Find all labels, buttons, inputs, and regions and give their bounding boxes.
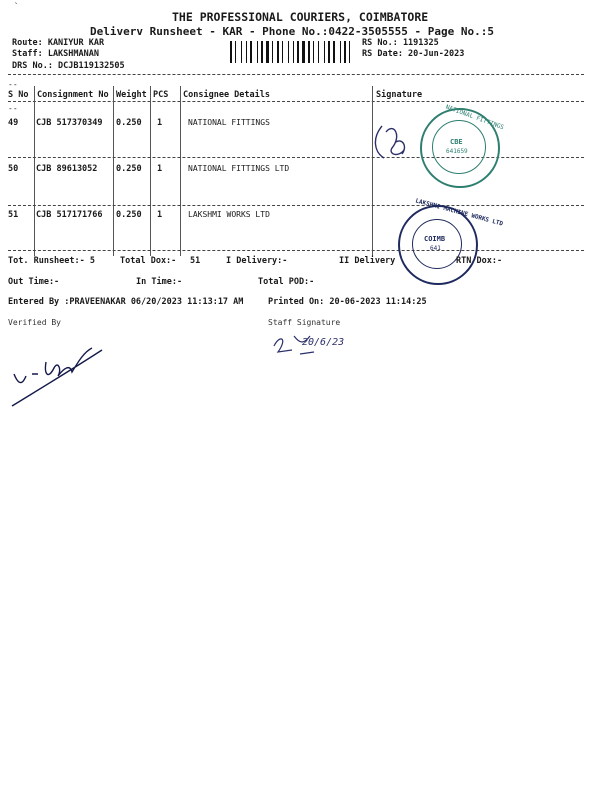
row-sno: 49 (8, 118, 19, 128)
verified-by-label: Verified By (8, 318, 61, 327)
drs-number: DRS No.: DCJB119132505 (12, 61, 125, 71)
company-title: THE PROFESSIONAL COURIERS, COIMBATORE (172, 10, 429, 24)
row-weight: 0.250 (116, 118, 142, 128)
row-consignee: LAKSHMI WORKS LTD (188, 210, 270, 219)
staff-signature-label: Staff Signature (268, 318, 341, 327)
tot-runsheet: Tot. Runsheet:- 5 (8, 256, 95, 266)
ii-delivery: II Delivery (339, 256, 396, 266)
row-divider (8, 205, 584, 206)
row-pcs: 1 (157, 210, 163, 220)
consignee-signature (368, 118, 418, 166)
row-consignment: CJB 517370349 (36, 118, 103, 128)
stamp-pin: 641 (430, 245, 441, 252)
row-divider (8, 250, 584, 251)
in-time: In Time:- (136, 277, 183, 287)
col-consignment: Consignment No (37, 90, 109, 100)
column-rule (180, 86, 181, 256)
i-delivery: I Delivery:- (226, 256, 288, 266)
stamp-city: COIMB (424, 235, 446, 243)
company-stamp-national (420, 103, 505, 188)
entered-by: Entered By :PRAVEENAKAR 06/20/2023 11:13:17 AM (8, 297, 244, 307)
printed-on: Printed On: 20-06-2023 11:14:25 (268, 297, 427, 307)
row-consignment: CJB 89613052 (36, 164, 98, 174)
total-dox-value: 51 (190, 256, 201, 266)
scan-mark: ` (14, 2, 19, 11)
barcode (230, 41, 358, 63)
column-rule (34, 86, 35, 256)
divider (8, 101, 584, 102)
staff-signature-date: 20/6/23 (302, 337, 345, 348)
stamp-text: NATIONAL FITTINGS (444, 103, 505, 132)
staff-label: Staff: LAKSHMANAN (12, 49, 99, 59)
total-dox-label: Total Dox:- (120, 256, 177, 266)
column-rule (150, 86, 151, 256)
row-consignment: CJB 517171766 (36, 210, 103, 220)
total-pod: Total POD:- (258, 277, 315, 287)
stamp-city: CBE (450, 138, 463, 146)
col-sno: S No (8, 90, 29, 100)
column-rule (113, 86, 114, 256)
row-consignee: NATIONAL FITTINGS LTD (188, 164, 290, 173)
dash-mark: -- (8, 80, 18, 89)
col-pcs: PCS (153, 90, 169, 100)
row-weight: 0.250 (116, 210, 142, 220)
verifier-signature (8, 340, 108, 412)
stamp-text: LAKSHMI MACHINE WORKS LTD (414, 197, 504, 228)
rs-date: RS Date: 20-Jun-2023 (362, 49, 465, 59)
column-rule (372, 86, 373, 256)
row-pcs: 1 (157, 164, 163, 174)
route-label: Route: KANIYUR KAR (12, 38, 105, 48)
divider (8, 74, 584, 75)
out-time: Out Time:- (8, 277, 60, 287)
col-signature: Signature (376, 90, 423, 100)
row-consignee: NATIONAL FITTINGS (188, 118, 270, 127)
row-sno: 50 (8, 164, 19, 174)
runsheet-subtitle: Deliverv Runsheet - KAR - Phone No.:0422-3505555 - Page No.:5 (90, 25, 494, 38)
row-pcs: 1 (157, 118, 163, 128)
stamp-pin: 641659 (446, 148, 468, 155)
col-consignee: Consignee Details (183, 90, 270, 100)
dash-mark: -- (8, 104, 18, 113)
row-sno: 51 (8, 210, 19, 220)
rs-number: RS No.: 1191325 (362, 38, 439, 48)
row-weight: 0.250 (116, 164, 142, 174)
col-weight: Weight (116, 90, 147, 100)
rtn-dox: RTN Dox:- (456, 256, 503, 266)
